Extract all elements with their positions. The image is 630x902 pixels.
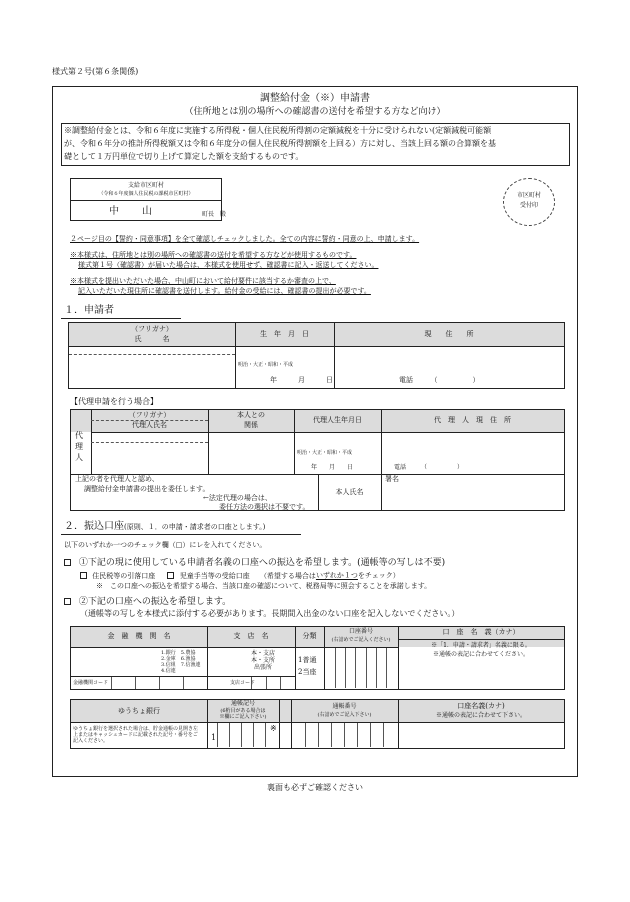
form-subtitle: （住所地とは別の場所への確認書の送付を希望する方など向け） <box>184 107 446 117</box>
bank-account-table <box>70 626 565 690</box>
option-2-note: （通帳等の写しを本様式に添付する必要があります。長期間入出金のない口座を記入しないでください。） <box>80 609 460 618</box>
yucho-number-header: 通帳番号 <box>332 703 357 710</box>
applicant-phone[interactable]: 電話 （ ） <box>399 376 480 384</box>
applicant-name-field[interactable] <box>70 355 234 387</box>
legal-proxy-note-2: 委任方法の選択は不要です。 <box>219 503 310 511</box>
institution-header: 金 融 機 関 名 <box>107 632 171 640</box>
yucho-holder-note: ※通帳の表記に合わせて下さい。 <box>435 712 526 719</box>
proxy-relation-field[interactable] <box>209 433 293 473</box>
proxy-birth-date[interactable]: 年 月 日 <box>311 464 354 471</box>
option-2-checkbox[interactable] <box>64 598 71 605</box>
mayor-label: 町長 殿 <box>202 211 227 218</box>
branch-code-label: 支店コード <box>230 680 256 686</box>
yucho-symbol-note-1: (6桁目がある場合は <box>220 708 266 714</box>
note-1b: 様式第１号（確認書）が届いた場合は、本様式を使用せず、確認書に記入・返送してください。 <box>78 261 379 269</box>
yucho-desc-3: 記入ください。 <box>73 738 109 744</box>
applicant-furigana-header: （フリガナ） <box>131 325 173 333</box>
signature-field[interactable] <box>382 485 563 509</box>
reception-stamp <box>503 178 555 226</box>
bank-kinds-3: 3.信組 7.信漁連 <box>161 662 201 668</box>
option-1-label: ①下記の現に使用している申請者名義の口座への振込を希望します。(通帳等の写しは不要) <box>78 558 446 568</box>
signature-label: 署名 <box>385 475 399 483</box>
principal-name-label: 本人氏名 <box>335 488 364 496</box>
holder-note-2: ※通帳の表記に合わせてください。 <box>432 651 529 658</box>
choose-one-note-c: をチェック） <box>357 571 400 580</box>
holder-name-field[interactable] <box>399 661 563 688</box>
proxy-relation-header-1: 本人との <box>237 411 265 419</box>
notice-line-2: が、令和６年分の推計所得税額又は令和６年度分の個人住民税所得割額を上回る）方に対し、当該上回る額の合算額を基 <box>64 139 496 148</box>
section2-instruction: 以下のいずれか一つのチェック欄（□）にレを入れてください。 <box>64 541 267 549</box>
stamp-line-1: 市区町村 <box>516 192 541 199</box>
bank-kinds-1: 1.銀行 5.農協 <box>161 650 196 656</box>
municipality-label: 支給市区町村 <box>127 182 164 189</box>
type-ordinary[interactable]: 1普通 <box>298 656 317 664</box>
account-number-boxes[interactable] <box>325 648 397 688</box>
applicant-era[interactable]: 明治・大正・昭和・平成 <box>238 362 294 368</box>
yucho-desc-2: 上またはキャッシュカードに記載された記号・番号をご <box>73 732 198 738</box>
proxy-furigana-header: （フリガナ） <box>128 411 171 419</box>
section1-heading: １．申請者 <box>64 305 114 316</box>
yucho-mark: ※ <box>270 724 277 733</box>
option-2-label: ②下記の口座への振込を希望します。 <box>78 597 232 607</box>
proxy-birth-header: 代理人生年月日 <box>313 416 362 424</box>
tax-debit-checkbox[interactable] <box>80 572 87 579</box>
applicant-birth-date[interactable]: 年 月 日 <box>270 376 333 384</box>
option-1-consent: ※ この口座への振込を希望する場合、当該口座の確認について、税務局等に照会することを承諾します。 <box>96 582 432 590</box>
option-1-sub-row <box>80 572 400 580</box>
yucho-number-boxes[interactable] <box>292 723 398 747</box>
branch-kinds-2: 本・支所 <box>251 657 276 664</box>
holder-note-1: ※「1．申請・請求者」名義に限る。 <box>431 642 531 649</box>
confirm-statement: ２ページ目の【誓約・同意事項】を全て確認しチェックしました。全ての内容に誓約・同意の上、申請します。 <box>70 235 420 243</box>
yucho-table <box>70 699 565 749</box>
option-1-checkbox[interactable] <box>64 559 71 566</box>
holder-header: 口 座 名 義（カナ） <box>442 628 520 636</box>
municipality-name: 中 山 <box>109 206 153 217</box>
form-number: 様式第２号(第６条関係) <box>52 67 139 76</box>
notice-line-1: ※調整給付金とは、令和６年度に実施する所得税・個人住民税所得割の定額減税を十分に受けられない(定額減税可能額 <box>64 126 492 135</box>
yucho-bank-name: ゆうちょ銀行 <box>118 707 160 715</box>
note-2b: 記入いただいた現住所に確認書を送付します。給付金の受給には、確認書の提出が必要です。 <box>78 287 371 295</box>
child-allowance-checkbox[interactable] <box>167 572 174 579</box>
option-1-row <box>64 559 445 568</box>
institution-name-field[interactable] <box>72 648 158 674</box>
proxy-phone[interactable]: 電話 （ ） <box>394 464 464 471</box>
proxy-side-label: 代理人 <box>75 431 83 462</box>
branch-header: 支 店 名 <box>233 632 269 640</box>
proxy-name-field[interactable] <box>92 443 207 473</box>
bank-kinds-4: 4.信連 <box>161 668 176 674</box>
institution-code-label: 金融機関コード <box>73 680 109 686</box>
account-number-header: 口座番号 <box>348 628 373 635</box>
municipality-sublabel: （令和６年度個人住民税の課税市区町村） <box>98 191 194 197</box>
delegation-line-2: 調整給付金申請書の提出を委任します。 <box>84 485 210 493</box>
footer-note: 裏面も必ずご確認ください <box>267 783 363 792</box>
proxy-relation-header-2: 関係 <box>244 421 258 429</box>
branch-kinds-3: 出張所 <box>254 664 273 671</box>
proxy-era[interactable]: 明治・大正・昭和・平成 <box>297 450 353 456</box>
applicant-name-header: 氏 名 <box>134 335 170 343</box>
form-title: 調整給付金（※）申請書 <box>260 93 370 104</box>
tax-debit-label: 住民税等の引落口座 <box>92 571 156 580</box>
section2-heading-note: (原則、１．の申請・請求者の口座とします。) <box>124 523 266 531</box>
yucho-holder-header: 口座名義(カナ) <box>457 702 505 710</box>
yucho-symbol-prefix: 1 <box>211 733 217 742</box>
proxy-heading: 【代理申請を行う場合】 <box>70 397 158 406</box>
branch-kinds-1: 本・支店 <box>251 650 276 657</box>
applicant-birth-header: 生 年 月 日 <box>260 330 309 338</box>
stamp-line-2: 受付印 <box>519 202 538 209</box>
proxy-address-header: 代 理 人 現 住 所 <box>434 416 511 424</box>
note-1a: ※本様式は、住所地とは別の場所への確認書の送付を希望する方などが使用するものです。 <box>70 251 357 259</box>
section2-title: ２．振込口座 <box>64 521 124 532</box>
option-2-row <box>64 598 231 607</box>
applicant-address-field[interactable] <box>335 347 563 374</box>
yucho-desc-1: ゆうちょ銀行を選択された場合は、貯金通帳の見開き左 <box>73 726 199 732</box>
yucho-symbol-note-2: ※欄にご記入下さい) <box>219 714 267 720</box>
choose-one-note-b: いずれか１つ <box>315 571 358 580</box>
applicant-address-header: 現 住 所 <box>424 330 474 338</box>
type-current[interactable]: 2当座 <box>298 668 317 676</box>
yucho-number-note: (右詰めでご記入下さい) <box>317 712 372 718</box>
notice-line-3: 礎として１万円単位で切り上げて算定した額を支給するものです。 <box>64 152 304 161</box>
yucho-holder-field[interactable] <box>399 723 563 747</box>
applicant-table <box>68 322 565 389</box>
legal-proxy-note-1: ←法定代理の場合は、 <box>203 494 272 502</box>
bank-kinds-2: 2.金庫 6.漁協 <box>161 656 196 662</box>
child-allowance-label: 児童手当等の受給口座 <box>179 571 250 580</box>
yucho-symbol-header: 通帳記号 <box>230 700 255 707</box>
account-number-note: (右詰めでご記入ください) <box>331 637 391 643</box>
section2-heading <box>64 522 265 532</box>
proxy-name-header: 代理人氏名 <box>132 421 167 429</box>
delegation-line-1: 上記の者を代理人と認め、 <box>75 475 159 483</box>
proxy-table <box>70 409 565 511</box>
institution-code-boxes[interactable] <box>111 677 207 689</box>
note-2a: ※本様式を提出いただいた場合、中山町において給付要件に該当するか審査の上で、 <box>70 277 336 285</box>
choose-one-note-a: （希望する場合は <box>259 571 316 580</box>
branch-code-boxes[interactable] <box>251 677 295 689</box>
municipality-box <box>70 178 227 221</box>
notice-box <box>61 123 570 166</box>
type-header: 分類 <box>302 632 317 640</box>
